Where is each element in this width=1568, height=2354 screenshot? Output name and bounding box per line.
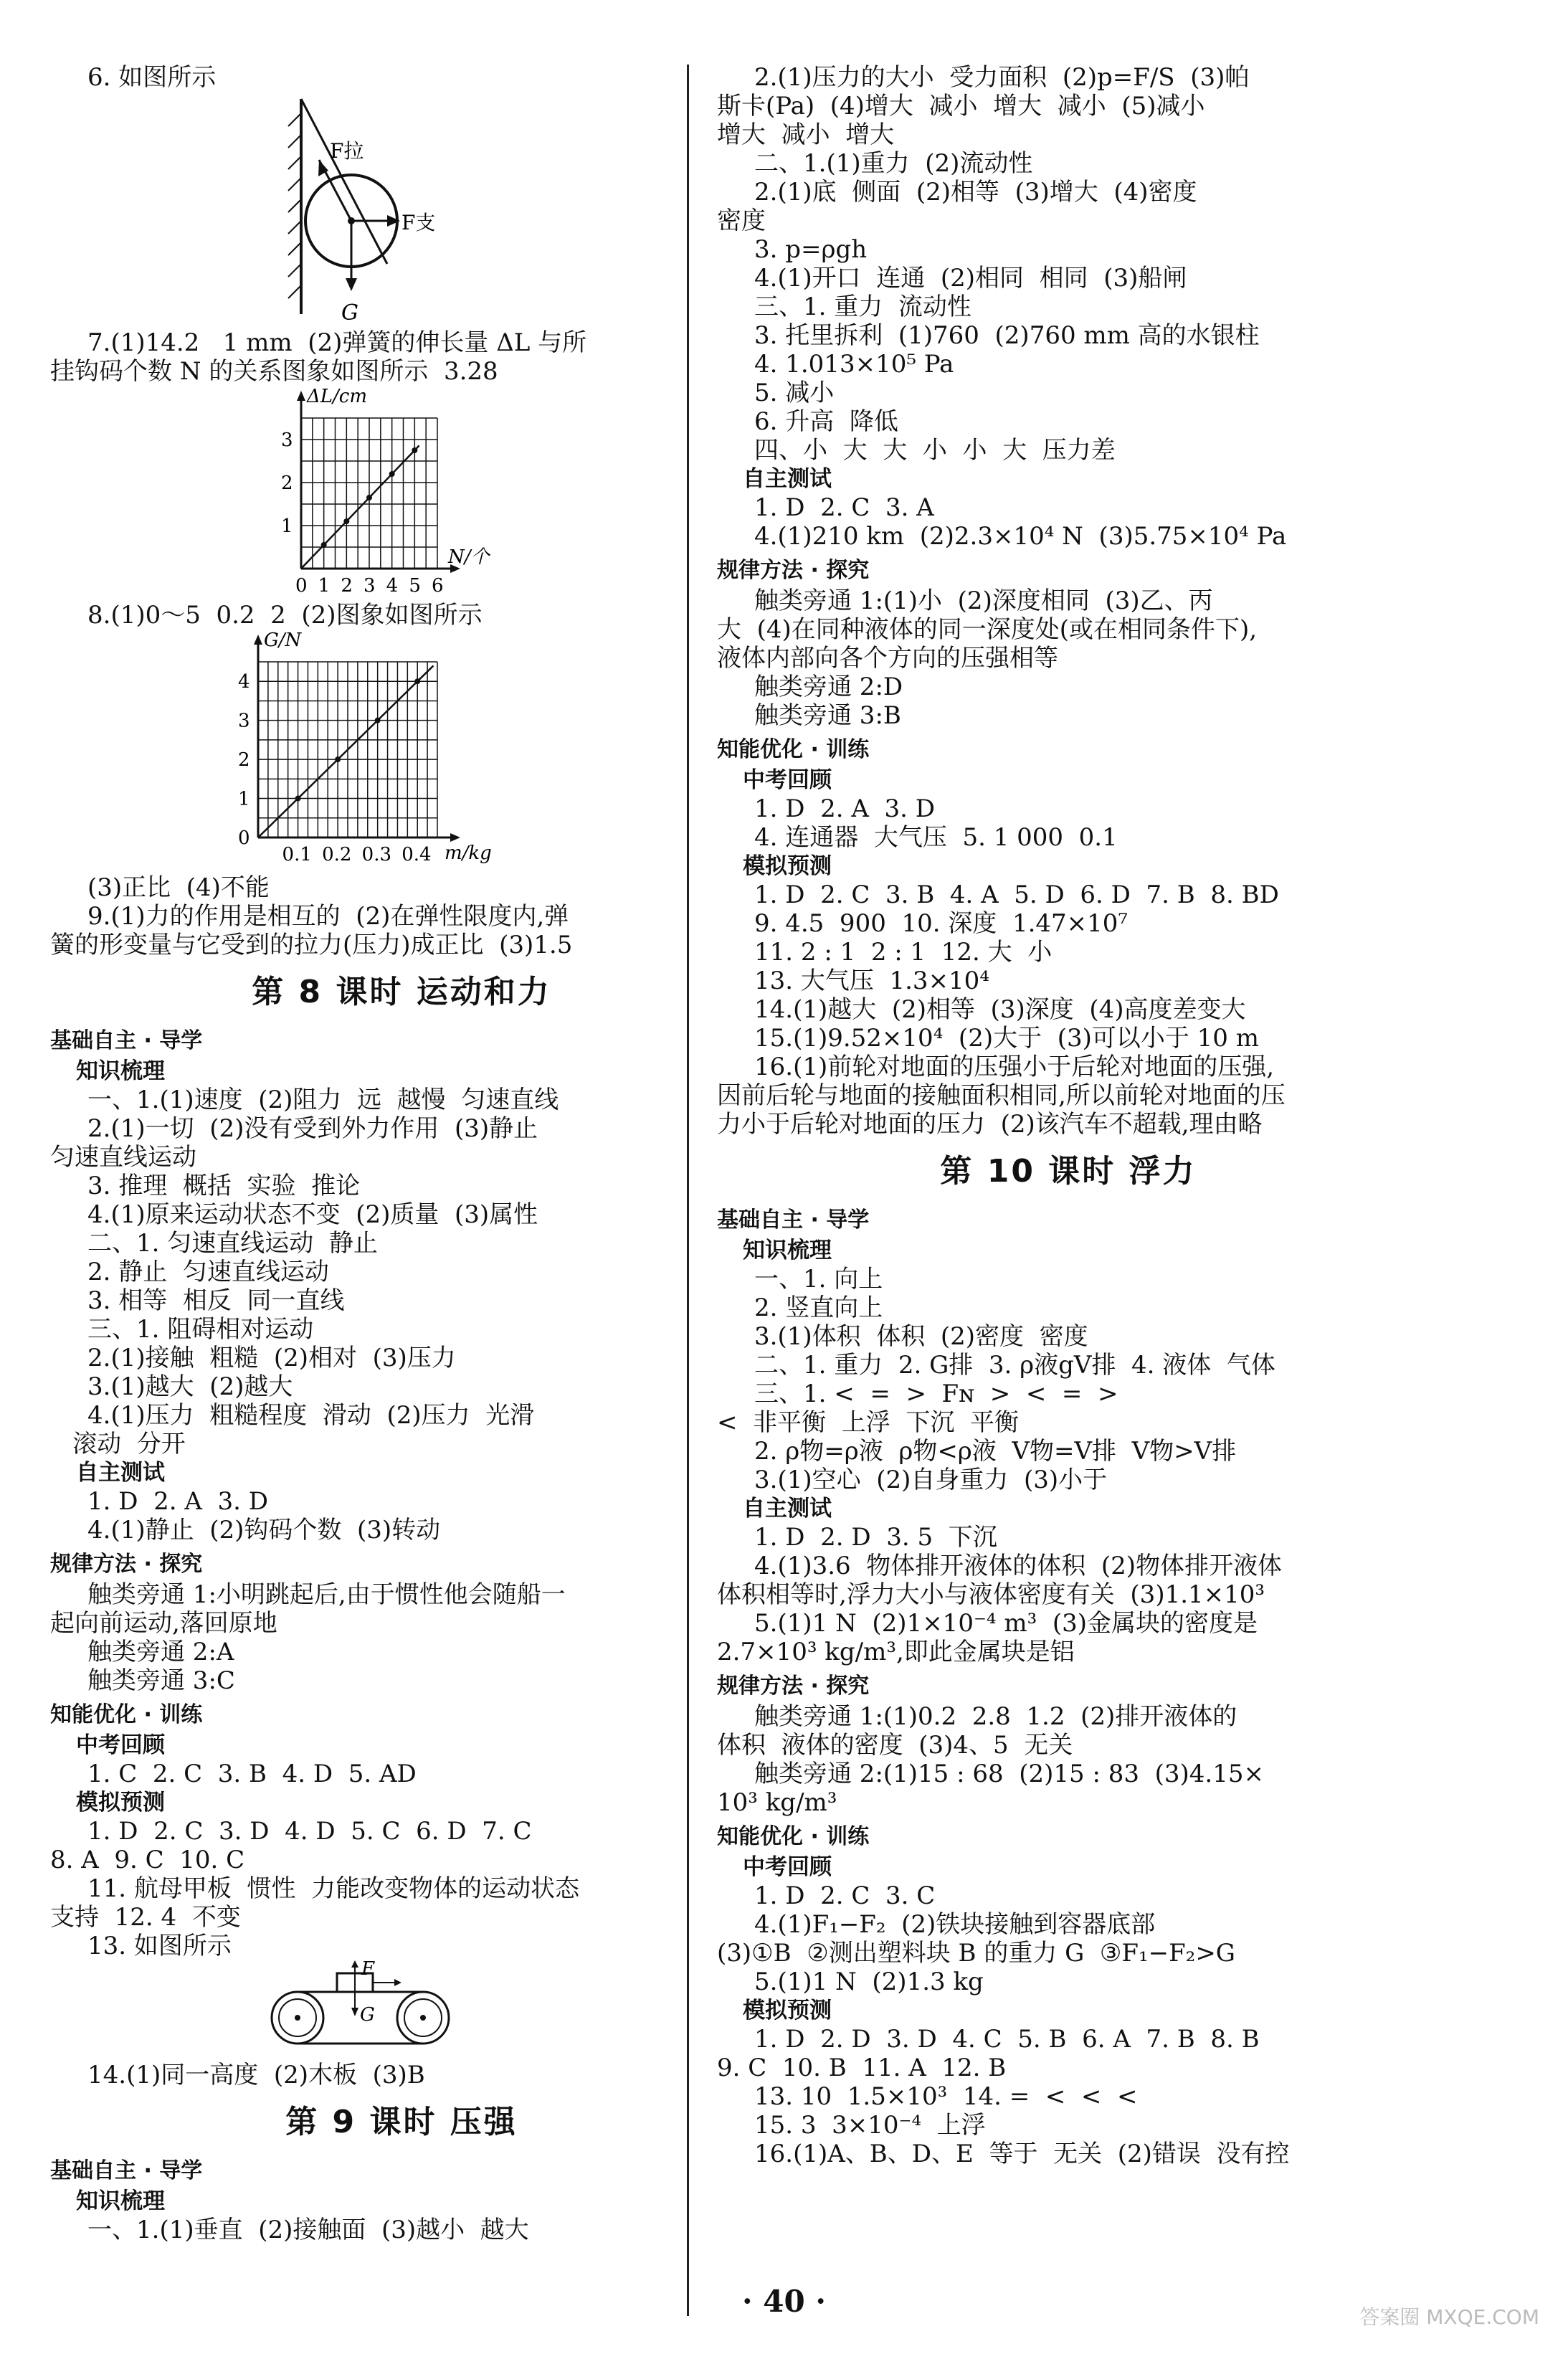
y-tick-label: 1	[281, 516, 293, 537]
data-point	[366, 495, 372, 500]
subsection-heading: 中考回顾	[743, 1854, 832, 1880]
answer-line: 4. 连通器 大气压 5. 1 000 0.1	[754, 823, 1118, 852]
pull-force-label: F拉	[330, 139, 364, 163]
answer-line: 3.(1)空心 (2)自身重力 (3)小于	[754, 1466, 1108, 1494]
page-number: · 40 ·	[742, 2284, 826, 2319]
answer-line: 因前后轮与地面的接触面积相同,所以前轮对地面的压	[717, 1081, 1286, 1110]
y-tick-label: 3	[238, 710, 250, 732]
answer-line: 触类旁通 1:小明跳起后,由于惯性他会随船一	[87, 1580, 566, 1609]
section-heading: 基础自主 · 导学	[717, 1207, 870, 1233]
x-axis-label: N/个	[448, 546, 490, 568]
x-tick-label: 3	[364, 575, 376, 597]
answer-line: 触类旁通 3:C	[87, 1666, 235, 1695]
graph-spring-extension	[50, 386, 753, 601]
subsection-heading: 知识梳理	[743, 1238, 832, 1263]
answer-line: 液体内部向各个方向的压强相等	[717, 644, 1058, 673]
x-tick-label: 6	[432, 575, 444, 597]
answer-line: 1. D 2. C 3. A	[754, 493, 934, 522]
x-tick-label: 0.2	[322, 844, 352, 865]
data-line	[301, 445, 419, 569]
lesson-title: 第 8 课时 运动和力	[252, 974, 551, 1010]
subsection-heading: 模拟预测	[743, 853, 832, 879]
answer-line: 一、1.(1)速度 (2)阻力 远 越慢 匀速直线	[87, 1086, 559, 1114]
y-tick-label: 2	[281, 473, 293, 494]
watermark: 答案圈 MXQE.COM	[1359, 2305, 1539, 2329]
answer-line: 5.(1)1 N (2)1×10⁻⁴ m³ (3)金属块的密度是	[754, 1609, 1258, 1638]
answer-line: 触类旁通 3:B	[754, 701, 901, 730]
answer-line: < 非平衡 上浮 下沉 平衡	[717, 1408, 1019, 1437]
section-heading: 知能优化 · 训练	[717, 737, 870, 762]
answer-line: 1. C 2. C 3. B 4. D 5. AD	[87, 1760, 417, 1788]
answer-line: 4.(1)F₁−F₂ (2)铁块接触到容器底部	[754, 1910, 1156, 1939]
answer-line: 1. D 2. D 3. D 4. C 5. B 6. A 7. B 8. B	[754, 2025, 1260, 2054]
answer-line: 9. 4.5 900 10. 深度 1.47×10⁷	[754, 909, 1129, 938]
y-tick-label: 1	[238, 788, 250, 810]
answer-line: 4.(1)210 km (2)2.3×10⁴ N (3)5.75×10⁴ Pa	[754, 522, 1287, 551]
subsection-heading: 中考回顾	[743, 767, 832, 793]
answer-line: 三、1. 阻碍相对运动	[87, 1315, 314, 1344]
data-point	[412, 447, 417, 453]
subsection-heading: 自主测试	[76, 1460, 165, 1486]
answer-line: 6. 如图所示	[87, 63, 217, 92]
lesson-title: 第 10 课时 浮力	[940, 1153, 1197, 1190]
answer-line: 触类旁通 2:A	[87, 1638, 234, 1666]
answer-line: 触类旁通 1:(1)小 (2)深度相同 (3)乙、丙	[754, 587, 1213, 615]
answer-line: 滚动 分开	[72, 1430, 186, 1458]
data-point	[295, 796, 301, 802]
data-point	[343, 518, 349, 524]
subsection-heading: 自主测试	[743, 466, 832, 492]
data-point	[375, 718, 381, 723]
left-column	[50, 63, 753, 2244]
answer-line: 16.(1)A、B、D、E 等于 无关 (2)错误 没有控	[754, 2140, 1290, 2168]
answer-line: 5.(1)1 N (2)1.3 kg	[754, 1968, 984, 1996]
origin-label: 0	[238, 827, 250, 849]
answer-line: 3.(1)体积 体积 (2)密度 密度	[754, 1322, 1088, 1351]
answer-line: 起向前运动,落回原地	[50, 1609, 277, 1638]
answer-line: 4.(1)3.6 物体排开液体的体积 (2)物体排开液体	[754, 1552, 1283, 1580]
subsection-heading: 知识梳理	[76, 2188, 165, 2214]
answer-line: 13. 大气压 1.3×10⁴	[754, 967, 989, 995]
answer-line: 1. D 2. D 3. 5 下沉	[754, 1523, 997, 1552]
conveyor-belt-diagram	[50, 1960, 753, 2061]
answer-line: 3. 推理 概括 实验 推论	[87, 1172, 361, 1200]
answer-line: 4.(1)原来运动状态不变 (2)质量 (3)属性	[87, 1200, 538, 1229]
subsection-heading: 模拟预测	[76, 1790, 165, 1816]
answer-line: 6. 升高 降低	[754, 407, 898, 436]
graph2-svg	[215, 630, 531, 873]
data-point	[389, 471, 395, 477]
x-tick-label: 4	[386, 575, 399, 597]
y-axis-arrow	[297, 391, 305, 401]
x-tick-label: 0.3	[361, 844, 392, 865]
answer-line: (3)①B ②测出塑料块 B 的重力 G ③F₁−F₂>G	[717, 1939, 1235, 1968]
answer-line: 二、1. 重力 2. G排 3. ρ液gV排 4. 液体 气体	[754, 1351, 1275, 1380]
y-tick-label: 2	[238, 749, 250, 772]
answer-line: 2.(1)压力的大小 受力面积 (2)p=F/S (3)帕	[754, 63, 1250, 92]
graph1-svg	[258, 386, 545, 601]
answer-line: 3. 托里拆利 (1)760 (2)760 mm 高的水银柱	[754, 321, 1260, 350]
data-point	[321, 542, 327, 548]
answer-line: 13. 10 1.5×10³ 14. = < < <	[754, 2082, 1138, 2111]
section-heading: 规律方法 · 探究	[717, 1674, 870, 1699]
answer-line: 3. 相等 相反 同一直线	[87, 1286, 345, 1315]
answer-line: 3.(1)越大 (2)越大	[87, 1372, 293, 1401]
ball-on-wall-svg	[287, 92, 660, 328]
answer-line: 触类旁通 2:(1)15 : 68 (2)15 : 83 (3)4.15×	[754, 1760, 1264, 1788]
y-tick-label: 4	[238, 671, 250, 693]
section-heading: 知能优化 · 训练	[50, 1702, 203, 1727]
answer-line: 2. 竖直向上	[754, 1294, 883, 1322]
section-heading: 基础自主 · 导学	[50, 1028, 203, 1053]
answer-line: 4. 1.013×10⁵ Pa	[754, 350, 954, 379]
right-column	[717, 63, 1420, 2168]
answer-line: 二、1. 匀速直线运动 静止	[87, 1229, 378, 1258]
answer-line: 四、小 大 大 小 小 大 压力差	[754, 436, 1116, 465]
section-heading: 规律方法 · 探究	[50, 1552, 203, 1577]
answer-line: 1. D 2. A 3. D	[754, 794, 936, 823]
section-heading: 知能优化 · 训练	[717, 1824, 870, 1849]
answer-line: 2.7×10³ kg/m³,即此金属块是铝	[717, 1638, 1075, 1666]
answer-line: 2. ρ物=ρ液 ρ物<ρ液 V物=V排 V物>V排	[754, 1437, 1237, 1466]
answer-line: 密度	[717, 207, 766, 235]
answer-line: 三、1. 重力 流动性	[754, 293, 971, 321]
answer-line: 1. D 2. C 3. D 4. D 5. C 6. D 7. C	[87, 1817, 532, 1846]
answer-line: 16.(1)前轮对地面的压强小于后轮对地面的压强,	[754, 1053, 1275, 1081]
answer-line: 簧的形变量与它受到的拉力(压力)成正比 (3)1.5	[50, 931, 573, 959]
answer-line: 9. C 10. B 11. A 12. B	[717, 2054, 1007, 2082]
x-tick-label: 0	[295, 575, 308, 597]
answer-line: 1. D 2. C 3. C	[754, 1881, 936, 1910]
answer-line: 支持 12. 4 不变	[50, 1903, 241, 1932]
answer-line: 14.(1)同一高度 (2)木板 (3)B	[87, 2061, 425, 2089]
x-axis-arrow	[450, 833, 460, 842]
answer-line: 13. 如图所示	[87, 1932, 232, 1960]
y-axis-label: G/N	[264, 630, 302, 651]
graph-gravity-mass	[50, 630, 753, 873]
answer-line: 触类旁通 1:(1)0.2 2.8 1.2 (2)排开液体的	[754, 1702, 1237, 1731]
answer-line: 2.(1)接触 粗糙 (2)相对 (3)压力	[87, 1344, 456, 1372]
data-point	[414, 678, 420, 684]
data-point	[335, 756, 341, 762]
answer-line: 力小于后轮对地面的压力 (2)该汽车不超载,理由略	[717, 1110, 1263, 1139]
y-axis-label: ΔL/cm	[307, 386, 368, 407]
answer-line: 9.(1)力的作用是相互的 (2)在弹性限度内,弹	[87, 902, 569, 931]
answer-line: 体积相等时,浮力大小与液体密度有关 (3)1.1×10³	[717, 1580, 1265, 1609]
belt-g-label: G	[360, 2004, 375, 2026]
x-tick-label: 5	[409, 575, 421, 597]
answer-line: 挂钩码个数 N 的关系图象如图所示 3.28	[50, 357, 498, 386]
answer-line: 11. 航母甲板 惯性 力能改变物体的运动状态	[87, 1874, 580, 1903]
x-tick-label: 1	[318, 575, 331, 597]
answer-line: 一、1. 向上	[754, 1265, 883, 1294]
answer-line: (3)正比 (4)不能	[87, 873, 270, 902]
answer-line: 2. 静止 匀速直线运动	[87, 1258, 329, 1286]
belt-svg	[258, 1960, 473, 2061]
section-heading: 规律方法 · 探究	[717, 558, 870, 583]
answer-line: 2.(1)底 侧面 (2)相等 (3)增大 (4)密度	[754, 178, 1197, 207]
answer-line: 15.(1)9.52×10⁴ (2)大于 (3)可以小于 10 m	[754, 1024, 1259, 1053]
y-tick-label: 3	[281, 429, 293, 451]
answer-line: 1. D 2. A 3. D	[87, 1487, 269, 1516]
answer-line: 触类旁通 2:D	[754, 673, 903, 701]
answer-line: 匀速直线运动	[50, 1143, 196, 1172]
answer-line: 一、1.(1)垂直 (2)接触面 (3)越小 越大	[87, 2216, 529, 2244]
answer-line: 8.(1)0～5 0.2 2 (2)图象如图所示	[87, 601, 483, 630]
answer-line: 增大 减小 增大	[717, 120, 895, 149]
answer-line: 2.(1)一切 (2)没有受到外力作用 (3)静止	[87, 1114, 538, 1143]
x-axis-label: m/kg	[445, 843, 492, 864]
x-tick-label: 0.1	[282, 844, 312, 865]
x-tick-label: 0.4	[401, 844, 432, 865]
answer-line: 4.(1)静止 (2)钩码个数 (3)转动	[87, 1516, 441, 1544]
section-heading: 基础自主 · 导学	[50, 2158, 203, 2183]
subsection-heading: 知识梳理	[76, 1058, 165, 1084]
belt-f-label: F	[361, 1960, 375, 1980]
answer-line: 7.(1)14.2 1 mm (2)弹簧的伸长量 ΔL 与所	[87, 328, 587, 357]
answer-line: 11. 2 : 1 2 : 1 12. 大 小	[754, 938, 1053, 967]
subsection-heading: 自主测试	[743, 1496, 832, 1522]
answer-line: 10³ kg/m³	[717, 1788, 837, 1817]
answer-line: 斯卡(Pa) (4)增大 减小 增大 减小 (5)减小	[717, 92, 1205, 120]
subsection-heading: 模拟预测	[743, 1998, 832, 2023]
answer-line: 二、1.(1)重力 (2)流动性	[754, 149, 1033, 178]
y-axis-arrow	[254, 635, 262, 645]
answer-line: 三、1. < = > Fɴ > < = >	[754, 1380, 1118, 1408]
answer-line: 4.(1)开口 连通 (2)相同 相同 (3)船闸	[754, 264, 1187, 293]
subsection-heading: 中考回顾	[76, 1732, 165, 1758]
answer-line: 5. 减小	[754, 379, 835, 407]
answer-line: 15. 3 3×10⁻⁴ 上浮	[754, 2111, 986, 2140]
answer-line: 体积 液体的密度 (3)4、5 无关	[717, 1731, 1073, 1760]
answer-line: 3. p=ρgh	[754, 235, 868, 264]
support-force-label: F支	[401, 211, 436, 234]
lesson-title: 第 9 课时 压强	[285, 2104, 518, 2140]
answer-line: 大 (4)在同种液体的同一深度处(或在相同条件下),	[717, 615, 1258, 644]
force-diagram-ball	[50, 92, 753, 328]
gravity-label: G	[341, 300, 358, 326]
answer-line: 8. A 9. C 10. C	[50, 1846, 245, 1874]
answer-line: 14.(1)越大 (2)相等 (3)深度 (4)高度差变大	[754, 995, 1246, 1024]
x-tick-label: 2	[341, 575, 353, 597]
answer-line: 1. D 2. C 3. B 4. A 5. D 6. D 7. B 8. BD	[754, 881, 1279, 909]
answer-line: 4.(1)压力 粗糙程度 滑动 (2)压力 光滑	[87, 1401, 535, 1430]
